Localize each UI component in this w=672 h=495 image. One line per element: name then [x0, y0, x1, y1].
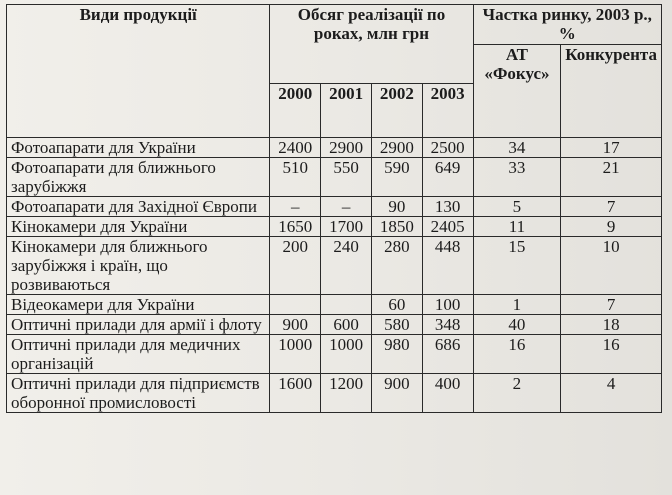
share-focus-cell: 40 [473, 315, 561, 335]
table-row [7, 315, 662, 335]
year-2000-header: 2000 [270, 84, 321, 138]
share-competitor-cell: 4 [561, 374, 662, 413]
value-2003-cell: 348 [422, 315, 473, 335]
table-row [7, 158, 662, 197]
product-name-cell: Кінокамери для ближнього зарубіжжя і країн, що розвиваються [7, 237, 270, 295]
value-2000-cell [270, 295, 321, 315]
table-row [7, 295, 662, 315]
year-2002-header: 2002 [371, 84, 422, 138]
value-2001-cell: 600 [321, 315, 372, 335]
share-focus-cell: 33 [473, 158, 561, 197]
share-focus-cell: 34 [473, 138, 561, 158]
value-2001-cell: 2900 [321, 138, 372, 158]
value-2000-cell: 900 [270, 315, 321, 335]
value-2002-cell: 980 [371, 335, 422, 374]
value-2002-cell: 590 [371, 158, 422, 197]
value-2001-cell: 1000 [321, 335, 372, 374]
share-competitor-cell: 18 [561, 315, 662, 335]
value-2003-cell: 400 [422, 374, 473, 413]
share-competitor-cell: 16 [561, 335, 662, 374]
value-2003-cell: 2405 [422, 217, 473, 237]
value-2002-cell: 580 [371, 315, 422, 335]
value-2000-cell: 510 [270, 158, 321, 197]
share-focus-header: АТ «Фокус» [473, 45, 561, 138]
product-name-cell: Фотоапарати для ближнього зарубіжжя [7, 158, 270, 197]
value-2003-cell: 100 [422, 295, 473, 315]
value-2003-cell: 2500 [422, 138, 473, 158]
value-2003-cell: 686 [422, 335, 473, 374]
year-2001-header: 2001 [321, 84, 372, 138]
share-competitor-cell: 17 [561, 138, 662, 158]
product-name-cell: Відеокамери для України [7, 295, 270, 315]
product-name-cell: Фотоапарати для України [7, 138, 270, 158]
share-group-header: Частка ринку, 2003 р., % [473, 5, 661, 45]
share-competitor-cell: 9 [561, 217, 662, 237]
product-name-cell: Кінокамери для України [7, 217, 270, 237]
value-2002-cell: 900 [371, 374, 422, 413]
value-2002-cell: 2900 [371, 138, 422, 158]
share-focus-cell: 5 [473, 197, 561, 217]
table-row [7, 217, 662, 237]
value-2000-cell: 200 [270, 237, 321, 295]
sales-group-header: Обсяг реалізації по роках, млн грн [270, 5, 473, 84]
value-2003-cell: 649 [422, 158, 473, 197]
share-competitor-cell: 10 [561, 237, 662, 295]
sales-table [6, 4, 662, 413]
value-2000-cell: 2400 [270, 138, 321, 158]
table-row [7, 138, 662, 158]
value-2003-cell: 130 [422, 197, 473, 217]
value-2000-cell: – [270, 197, 321, 217]
year-2003-header: 2003 [422, 84, 473, 138]
value-2001-cell: – [321, 197, 372, 217]
share-competitor-cell: 21 [561, 158, 662, 197]
value-2001-cell: 1200 [321, 374, 372, 413]
value-2001-cell: 240 [321, 237, 372, 295]
table-row [7, 197, 662, 217]
table-row [7, 237, 662, 295]
share-competitor-cell: 7 [561, 197, 662, 217]
share-focus-cell: 11 [473, 217, 561, 237]
share-competitor-header: Конкурента [561, 45, 662, 138]
value-2000-cell: 1600 [270, 374, 321, 413]
value-2001-cell [321, 295, 372, 315]
value-2002-cell: 280 [371, 237, 422, 295]
table-row [7, 374, 662, 413]
product-name-cell: Оптичні прилади для медичних організацій [7, 335, 270, 374]
value-2000-cell: 1000 [270, 335, 321, 374]
value-2002-cell: 90 [371, 197, 422, 217]
value-2002-cell: 1850 [371, 217, 422, 237]
value-2002-cell: 60 [371, 295, 422, 315]
product-column-header: Види продукції [7, 5, 270, 138]
value-2003-cell: 448 [422, 237, 473, 295]
value-2001-cell: 1700 [321, 217, 372, 237]
table-row [7, 335, 662, 374]
value-2000-cell: 1650 [270, 217, 321, 237]
share-focus-cell: 15 [473, 237, 561, 295]
product-name-cell: Фотоапарати для Західної Європи [7, 197, 270, 217]
share-focus-cell: 2 [473, 374, 561, 413]
share-focus-cell: 1 [473, 295, 561, 315]
product-name-cell: Оптичні прилади для підприємств оборонної промисловості [7, 374, 270, 413]
product-name-cell: Оптичні прилади для армії і флоту [7, 315, 270, 335]
table-body [7, 138, 662, 413]
share-focus-cell: 16 [473, 335, 561, 374]
value-2001-cell: 550 [321, 158, 372, 197]
share-competitor-cell: 7 [561, 295, 662, 315]
